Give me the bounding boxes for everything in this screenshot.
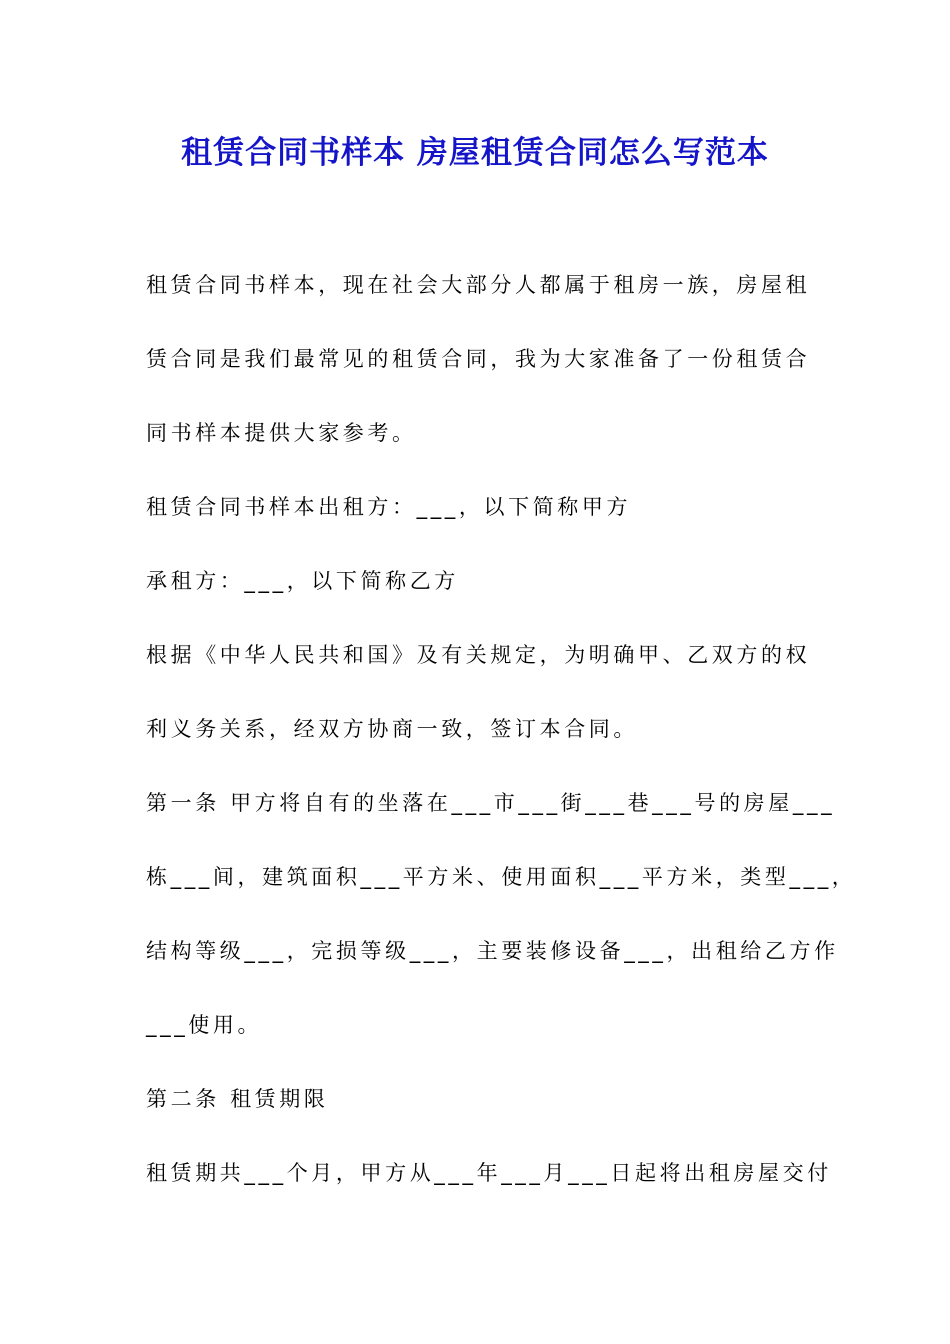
body-line: 同书样本提供大家参考。 [146, 421, 417, 445]
body-line: 利义务关系，经双方协商一致，签订本合同。 [146, 717, 638, 741]
document-body [146, 262, 857, 1224]
body-line: 赁合同是我们最常见的租赁合同，我为大家准备了一份租赁合 [146, 347, 811, 371]
document-title: 租赁合同书样本 房屋租赁合同怎么写范本 [181, 135, 769, 171]
body-line: 租赁合同书样本出租方：___，以下简称甲方 [146, 495, 632, 519]
body-line: 承租方：___，以下简称乙方 [146, 569, 459, 593]
body-line: 第二条 租赁期限 [146, 1087, 329, 1111]
body-line: 栋___间，建筑面积___平方米、使用面积___平方米，类型___， [146, 865, 857, 889]
body-line: 租赁期共___个月，甲方从___年___月___日起将出租房屋交付 [146, 1161, 832, 1185]
body-line: 第一条 甲方将自有的坐落在___市___街___巷___号的房屋___ [146, 791, 836, 815]
body-line: 租赁合同书样本，现在社会大部分人都属于租房一族，房屋租 [146, 273, 811, 297]
body-line: 根据《中华人民共和国》及有关规定，为明确甲、乙双方的权 [146, 643, 811, 667]
body-line: ___使用。 [146, 1013, 263, 1037]
body-line: 结构等级___，完损等级___，主要装修设备___，出租给乙方作 [146, 939, 839, 963]
